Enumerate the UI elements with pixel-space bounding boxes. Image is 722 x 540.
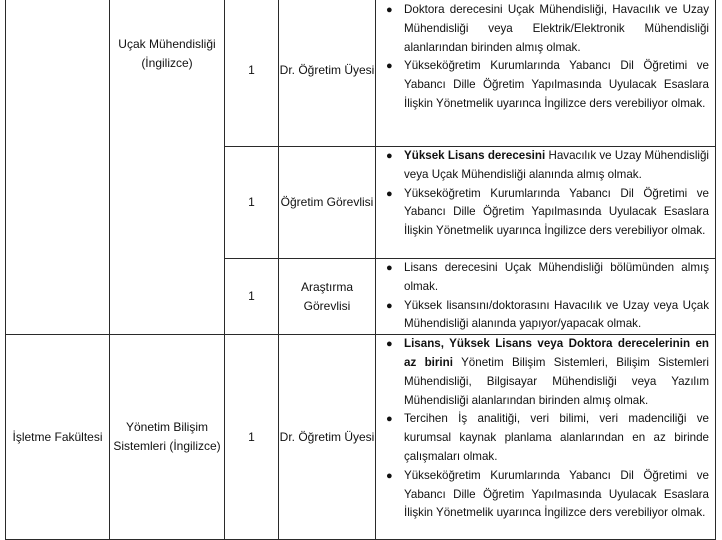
position-count: 1: [248, 429, 255, 444]
requirement-item: ● Tercihen İş analitiği, veri bilimi, veri madenciliği ve kurumsal kaynak planlama alanlarından en az birinde çalışmaları olmak.: [386, 412, 709, 463]
position-title: Araştırma Görevlisi: [300, 279, 353, 313]
requirements-list: [376, 147, 715, 241]
program-cell: [110, 335, 225, 540]
position-count: 1: [248, 195, 255, 209]
program-cell: [110, 0, 225, 335]
positions-table: [5, 0, 716, 540]
requirement-item: ● Yüksek lisansını/doktorasını Havacılık ve Uzay veya Uçak Mühendisliği alanında yapıyor/yapacak olmak.: [386, 298, 709, 331]
requirements-cell: [376, 335, 716, 540]
requirements-cell: [376, 0, 716, 147]
position-count: 1: [248, 63, 255, 77]
position-title: Dr. Öğretim Üyesi: [279, 429, 375, 444]
title-cell: [279, 259, 376, 335]
requirement-item: ● Yüksek Lisans derecesini Havacılık ve Uzay Mühendisliği veya Uçak Mühendisliği alanında almış olmak.: [386, 149, 709, 181]
title-cell: [279, 147, 376, 259]
requirement-item: ● Lisans, Yüksek Lisans veya Doktora derecelerinin en az birini Yönetim Bilişim Sistemleri, Bilişim Sistemleri Mühendisliği, Bilgisayar Mühendisliği veya Yazılım Mühendisliği alanlarından birinden almış olmak.: [386, 337, 709, 407]
requirements-cell: [376, 259, 716, 335]
position-title: Öğretim Görevlisi: [280, 195, 374, 209]
requirements-list: [376, 335, 715, 523]
requirement-item: ● Yükseköğretim Kurumlarında Yabancı Dil Öğretimi ve Yabancı Dille Öğretim Yapılmasında Uyulacak Esaslara İlişkin Yönetmelik uyarınca İngilizce ders verebiliyor olmak.: [386, 468, 709, 520]
count-cell: [225, 0, 279, 147]
requirement-item: ● Lisans derecesini Uçak Mühendisliği bölümünden almış olmak.: [386, 261, 709, 293]
table-row: [6, 0, 716, 147]
count-cell: [225, 147, 279, 259]
title-cell: [279, 0, 376, 147]
requirements-list: [376, 259, 715, 334]
table-row: [6, 335, 716, 540]
program-name: Yönetim Bilişim Sistemleri (İngilizce): [113, 420, 221, 454]
requirement-item: ● Doktora derecesini Uçak Mühendisliği, Havacılık ve Uzay Mühendisliği veya Elektrik/Elektronik Mühendisliği alanlarından birinden almış olmak.: [386, 3, 709, 54]
count-cell: [225, 335, 279, 540]
position-count: 1: [248, 289, 255, 304]
program-name: Uçak Mühendisliği (İngilizce): [118, 37, 216, 70]
title-cell: [279, 335, 376, 540]
requirement-item: ● Yükseköğretim Kurumlarında Yabancı Dil Öğretimi ve Yabancı Dille Öğretim Yapılmasında Uyulacak Esaslara İlişkin Yönetmelik uyarınca İngilizce ders verebiliyor olmak.: [386, 186, 709, 238]
position-title: Dr. Öğretim Üyesi: [279, 63, 375, 77]
faculty-name: İşletme Fakültesi: [12, 429, 103, 444]
count-cell: [225, 259, 279, 335]
faculty-cell: [6, 335, 110, 540]
requirements-list: [376, 1, 715, 114]
requirement-item: ● Yükseköğretim Kurumlarında Yabancı Dil Öğretimi ve Yabancı Dille Öğretim Yapılmasında Uyulacak Esaslara İlişkin Yönetmelik uyarınca İngilizce ders verebiliyor olmak.: [386, 59, 709, 110]
faculty-cell: [6, 0, 110, 335]
requirements-cell: [376, 147, 716, 259]
